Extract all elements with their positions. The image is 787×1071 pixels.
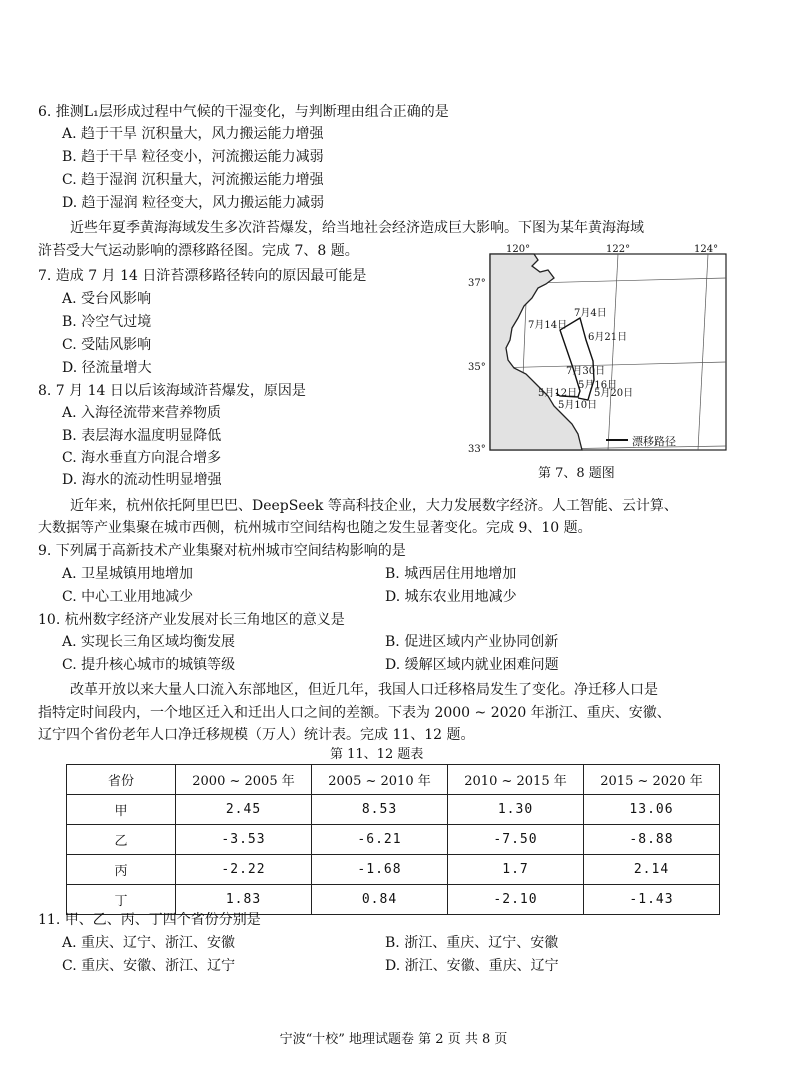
table-cell: -1.68 <box>312 855 448 885</box>
point-label-may10: 5月10日 <box>558 400 598 411</box>
q6-option-d: D. 趋于湿润 粒径变大，风力搬运能力减弱 <box>62 195 325 211</box>
lon-label-120: 120° <box>506 244 531 255</box>
q6-option-c: C. 趋于湿润 沉积量大，河流搬运能力增强 <box>62 172 324 188</box>
table-cell-province: 甲 <box>67 795 176 825</box>
q7-option-a: A. 受台风影响 <box>62 291 152 307</box>
q10-option-b: B. 促进区域内产业协同创新 <box>385 634 559 650</box>
drift-path-map <box>468 244 730 458</box>
point-label-may20: 5月20日 <box>594 388 634 399</box>
table-cell: 13.06 <box>584 795 720 825</box>
table-title: 第 11、12 题表 <box>330 747 424 762</box>
table-cell: -3.53 <box>176 825 312 855</box>
point-label-may16: 5月16日 <box>578 380 618 391</box>
table-cell: -7.50 <box>448 825 584 855</box>
map-caption: 第 7、8 题图 <box>538 466 615 481</box>
table-header-province: 省份 <box>67 765 176 795</box>
table-cell: -1.43 <box>584 885 720 915</box>
point-label-may12: 5月12日 <box>538 388 578 399</box>
q7-option-d: D. 径流量增大 <box>62 360 152 376</box>
q10-option-d: D. 缓解区域内就业困难问题 <box>385 657 559 673</box>
point-label-jun21: 6月21日 <box>588 332 628 343</box>
lat-label-33: 33° <box>468 444 486 455</box>
table-header-row <box>67 765 720 795</box>
meridian-122 <box>608 254 618 450</box>
q11-stem: 11. 甲、乙、丙、丁四个省份分别是 <box>38 912 261 928</box>
table-cell: 1.83 <box>176 885 312 915</box>
q10-stem: 10. 杭州数字经济产业发展对长三角地区的意义是 <box>38 612 345 628</box>
q11-option-d: D. 浙江、安徽、重庆、辽宁 <box>385 958 559 974</box>
intro-11-12-line1: 改革开放以来大量人口流入东部地区，但近几年，我国人口迁移格局发生了变化。净迁移人口是 <box>70 682 658 698</box>
q8-stem: 8. 7 月 14 日以后该海域浒苔爆发，原因是 <box>38 383 306 399</box>
q8-option-c: C. 海水垂直方向混合增多 <box>62 450 222 466</box>
table-header-2015-2020: 2015 ~ 2020 年 <box>584 765 720 795</box>
parallel-35 <box>490 362 726 368</box>
page-footer: 宁波“十校” 地理试题卷 第 2 页 共 8 页 <box>279 1032 508 1047</box>
q11-option-b: B. 浙江、重庆、辽宁、安徽 <box>385 935 559 951</box>
q6-stem: 6. 推测L₁层形成过程中气候的干湿变化，与判断理由组合正确的是 <box>38 104 449 120</box>
table-cell: 2.14 <box>584 855 720 885</box>
point-label-jul14: 7月14日 <box>528 320 568 331</box>
intro-9-10-line1: 近年来，杭州依托阿里巴巴、DeepSeek 等高科技企业，大力发展数字经济。人工智能、云计算、 <box>70 498 678 514</box>
q6-option-a: A. 趋于干旱 沉积量大，风力搬运能力增强 <box>62 126 324 142</box>
table-cell-province: 丙 <box>67 855 176 885</box>
table-cell: 0.84 <box>312 885 448 915</box>
table-cell-province: 乙 <box>67 825 176 855</box>
table-cell: -2.22 <box>176 855 312 885</box>
intro-7-8-line2: 浒苔受大气运动影响的漂移路径图。完成 7、8 题。 <box>38 243 359 259</box>
lat-label-37: 37° <box>468 278 486 289</box>
q8-option-b: B. 表层海水温度明显降低 <box>62 428 222 444</box>
table-cell: 1.7 <box>448 855 584 885</box>
table-header-2005-2010: 2005 ~ 2010 年 <box>312 765 448 795</box>
q8-option-d: D. 海水的流动性明显增强 <box>62 472 222 488</box>
map-svg <box>468 248 730 458</box>
meridian-124 <box>698 254 708 450</box>
q9-option-d: D. 城东农业用地减少 <box>385 589 517 605</box>
table-cell: 2.45 <box>176 795 312 825</box>
q9-option-a: A. 卫星城镇用地增加 <box>62 566 194 582</box>
lon-label-122: 122° <box>606 244 631 255</box>
point-label-jul4: 7月4日 <box>574 308 607 319</box>
table-cell: -6.21 <box>312 825 448 855</box>
q9-option-c: C. 中心工业用地减少 <box>62 589 194 605</box>
q7-option-b: B. 冷空气过境 <box>62 314 152 330</box>
q11-option-a: A. 重庆、辽宁、浙江、安徽 <box>62 935 236 951</box>
intro-7-8-line1: 近些年夏季黄海海域发生多次浒苔爆发，给当地社会经济造成巨大影响。下图为某年黄海海域 <box>70 220 644 236</box>
point-label-jul30: 7月30日 <box>566 366 606 377</box>
q7-stem: 7. 造成 7 月 14 日浒苔漂移路径转向的原因最可能是 <box>38 268 367 284</box>
table-cell: -2.10 <box>448 885 584 915</box>
q8-option-a: A. 入海径流带来营养物质 <box>62 405 222 421</box>
q10-option-a: A. 实现长三角区域均衡发展 <box>62 634 236 650</box>
lat-label-35: 35° <box>468 362 486 373</box>
table-cell: 1.30 <box>448 795 584 825</box>
table-header-2000-2005: 2000 ~ 2005 年 <box>176 765 312 795</box>
q6-option-b: B. 趋于干旱 粒径变小，河流搬运能力减弱 <box>62 149 324 165</box>
q10-option-c: C. 提升核心城市的城镇等级 <box>62 657 236 673</box>
table-row <box>67 825 720 855</box>
lon-label-124: 124° <box>694 244 719 255</box>
table-cell-province: 丁 <box>67 885 176 915</box>
table-header-2010-2015: 2010 ~ 2015 年 <box>448 765 584 795</box>
intro-9-10-line2: 大数据等产业集聚在城市西侧，杭州城市空间结构也随之发生显著变化。完成 9、10 题。 <box>38 520 592 536</box>
intro-11-12-line3: 辽宁四个省份老年人口净迁移规模（万人）统计表。完成 11、12 题。 <box>38 727 475 743</box>
table-cell: 8.53 <box>312 795 448 825</box>
q7-option-c: C. 受陆风影响 <box>62 337 152 353</box>
table-cell: -8.88 <box>584 825 720 855</box>
migration-table <box>66 764 720 915</box>
q11-option-c: C. 重庆、安徽、浙江、辽宁 <box>62 958 236 974</box>
table-row <box>67 795 720 825</box>
table-row <box>67 855 720 885</box>
legend-label: 漂移路径 <box>632 435 676 448</box>
intro-11-12-line2: 指特定时间段内，一个地区迁入和迁出人口之间的差额。下表为 2000 ~ 2020 年浙江、重庆、安徽、 <box>38 705 671 721</box>
q9-stem: 9. 下列属于高新技术产业集聚对杭州城市空间结构影响的是 <box>38 543 406 559</box>
q9-option-b: B. 城西居住用地增加 <box>385 566 517 582</box>
